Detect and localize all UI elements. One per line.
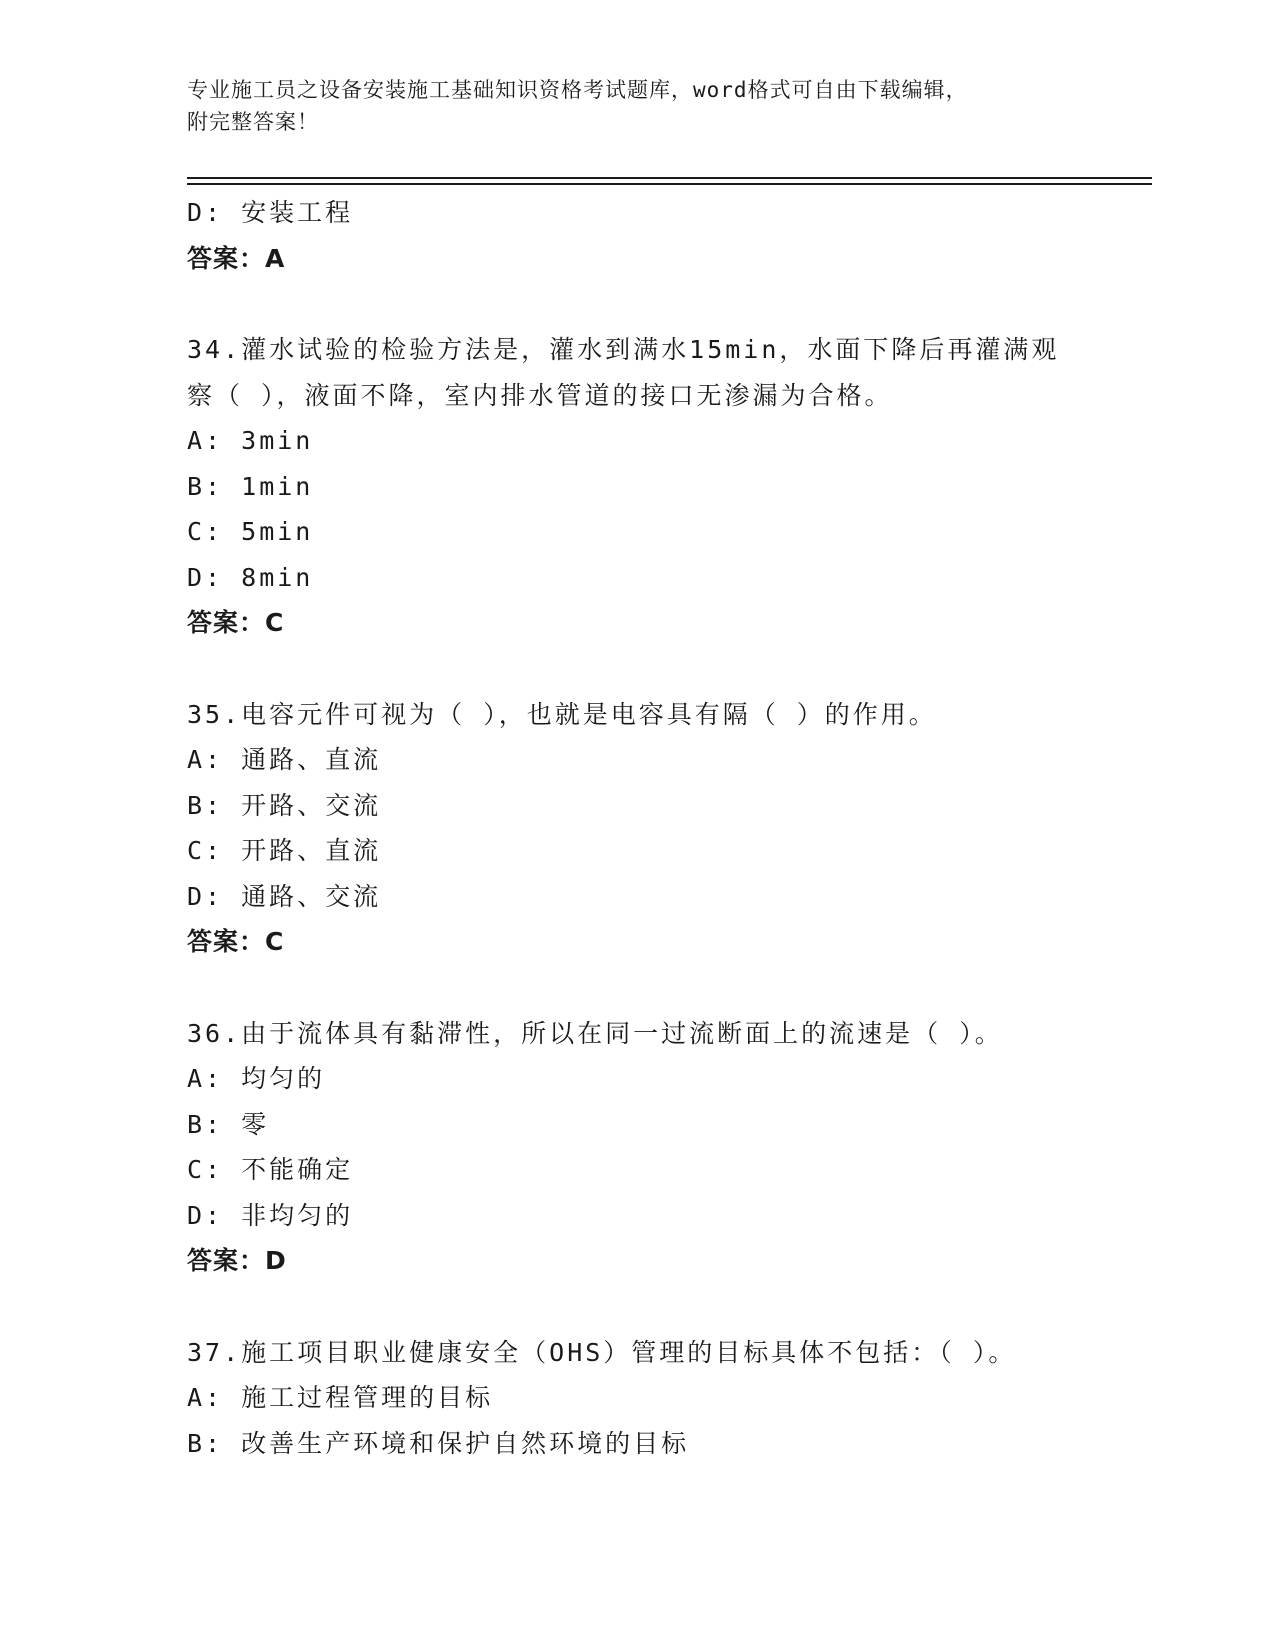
option-b: B: 1min bbox=[187, 471, 314, 501]
question-37 bbox=[187, 1330, 1147, 1467]
header-line-2: 附完整答案！ bbox=[187, 110, 319, 134]
question-content bbox=[187, 190, 1147, 1466]
question-stem: 35.电容元件可视为（ ），也就是电容具有隔（ ）的作用。 bbox=[187, 699, 937, 729]
question-stem-continued: 察（ ），液面不降，室内排水管道的接口无渗漏为合格。 bbox=[187, 380, 893, 410]
document-header bbox=[187, 74, 1067, 138]
question-stem: 37.施工项目职业健康安全（OHS）管理的目标具体不包括：（ ）。 bbox=[187, 1337, 1017, 1367]
answer-line: 答案：C bbox=[187, 927, 285, 956]
option-b: B: 开路、交流 bbox=[187, 790, 382, 820]
question-36 bbox=[187, 1011, 1147, 1284]
option-a: A: 均匀的 bbox=[187, 1064, 326, 1093]
option-c: C: 不能确定 bbox=[187, 1155, 354, 1184]
question-34 bbox=[187, 327, 1147, 646]
option-d: D: 安装工程 bbox=[187, 198, 354, 227]
option-a: A: 通路、直流 bbox=[187, 745, 382, 774]
header-divider-top bbox=[187, 177, 1152, 179]
option-b: B: 改善生产环境和保护自然环境的目标 bbox=[187, 1428, 690, 1458]
header-divider-bottom bbox=[187, 183, 1152, 185]
spacer bbox=[187, 1284, 1147, 1330]
option-a: A: 3min bbox=[187, 426, 314, 455]
question-stem: 36.由于流体具有黏滞性，所以在同一过流断面上的流速是（ ）。 bbox=[187, 1018, 1003, 1048]
spacer bbox=[187, 281, 1147, 327]
answer-line: 答案：C bbox=[187, 608, 285, 637]
spacer bbox=[187, 965, 1147, 1011]
option-b: B: 零 bbox=[187, 1109, 270, 1139]
option-c: C: 开路、直流 bbox=[187, 836, 382, 865]
option-d: D: 8min bbox=[187, 562, 314, 592]
answer-line: 答案：D bbox=[187, 1246, 287, 1275]
question-stem: 34.灌水试验的检验方法是，灌水到满水15min，水面下降后再灌满观 bbox=[187, 335, 1060, 364]
spacer bbox=[187, 646, 1147, 692]
option-d: D: 通路、交流 bbox=[187, 881, 382, 911]
option-c: C: 5min bbox=[187, 517, 314, 546]
question-35 bbox=[187, 692, 1147, 965]
option-a: A: 施工过程管理的目标 bbox=[187, 1383, 494, 1412]
answer-line: 答案：A bbox=[187, 243, 286, 273]
option-d: D: 非均匀的 bbox=[187, 1200, 354, 1230]
header-line-1: 专业施工员之设备安装施工基础知识资格考试题库，word格式可自由下载编辑， bbox=[187, 78, 968, 102]
